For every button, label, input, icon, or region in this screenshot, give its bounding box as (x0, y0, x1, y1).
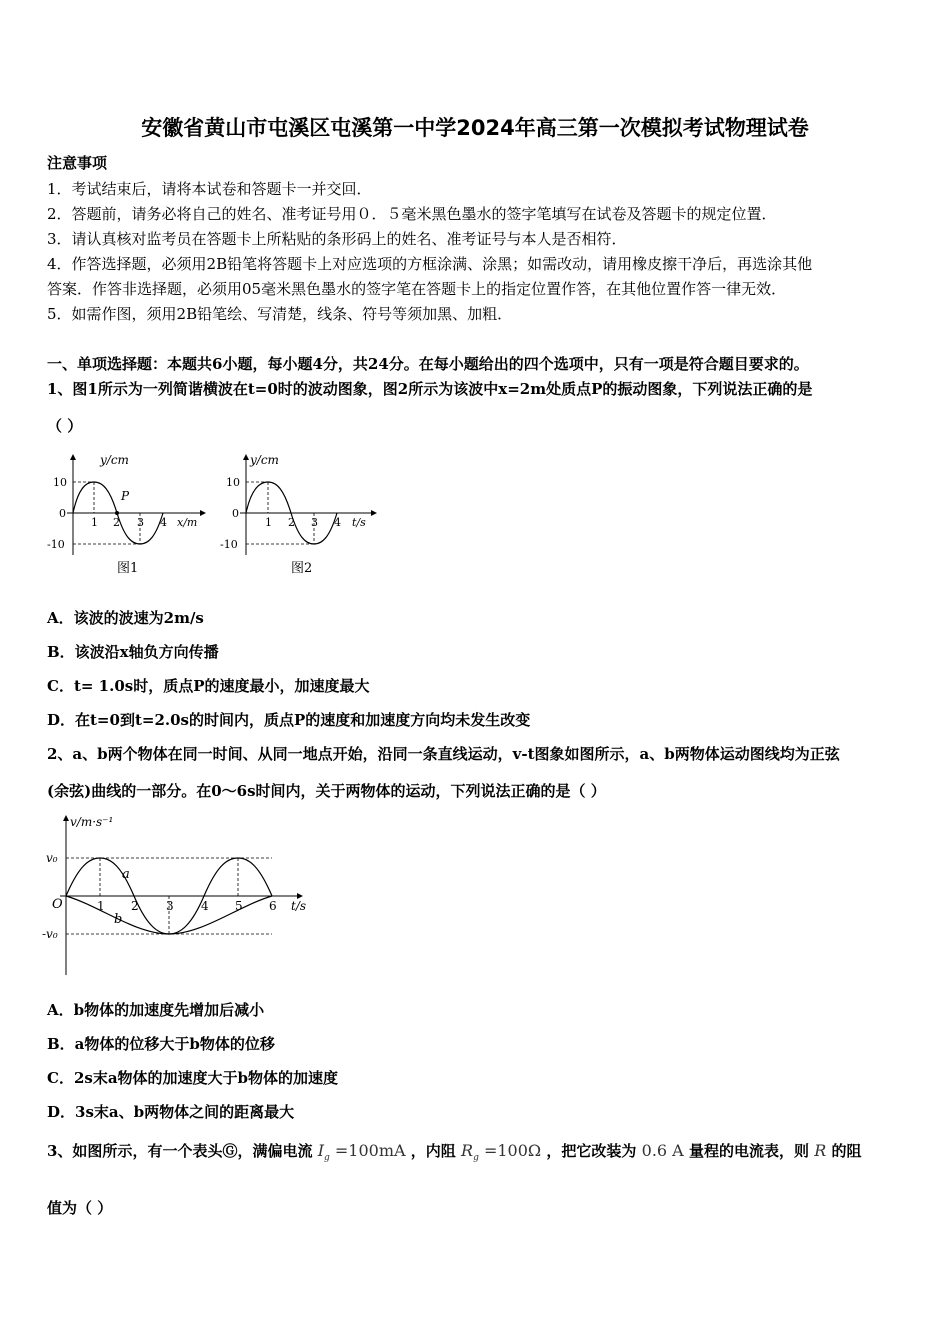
vt-xtick: 6 (269, 899, 277, 913)
vt-xtick: 3 (166, 899, 174, 913)
vt-curve-b-label: b (114, 912, 123, 927)
q3-ig-symbol: I (317, 1141, 325, 1160)
question-1-bracket: （ ） (47, 417, 83, 435)
notice-item: 4．作答选择题，必须用2B铅笔将答题卡上对应选项的方框涂满、涂黑；如需改动，请用橡皮擦干净后，再选涂其他 (47, 255, 813, 273)
page-title: 安徽省黄山市屯溪区屯溪第一中学2024年高三第一次模拟考试物理试卷 (141, 116, 809, 140)
figure-1-wave-graph (45, 450, 215, 580)
question-1-stem: 1、图1所示为一列简谐横波在t=0时的波动图象，图2所示为该波中x=2m处质点P的振动图象，下列说法正确的是 (47, 380, 813, 398)
question-3-stem (47, 1140, 907, 1163)
vt-v0-label: v₀ (46, 851, 58, 865)
fig1-ytick: 10 (53, 476, 67, 489)
fig1-xtick: 2 (113, 516, 120, 529)
fig2-xtick: 1 (265, 516, 272, 529)
q2-option-d: D．3s末a、b两物体之间的距离最大 (47, 1103, 295, 1121)
fig2-xlabel: t/s (352, 516, 366, 529)
q3-text: 的阻 (831, 1142, 862, 1160)
notice-item: 5．如需作图，须用2B铅笔绘、写清楚，线条、符号等须加黑、加粗． (47, 305, 513, 323)
notice-item: 3．请认真核对监考员在答题卡上所粘贴的条形码上的姓名、准考证号与本人是否相符． (47, 230, 627, 248)
q2-option-b: B．a物体的位移大于b物体的位移 (47, 1035, 275, 1053)
fig1-point-p (115, 511, 119, 515)
fig1-ytick: 0 (59, 507, 66, 520)
fig2-ylabel: y/cm (250, 453, 279, 467)
fig1-ylabel: y/cm (100, 453, 129, 467)
fig1-xtick: 4 (160, 516, 167, 529)
fig2-ytick: 0 (232, 507, 239, 520)
fig1-xtick: 1 (91, 516, 98, 529)
fig2-ytick: 10 (226, 476, 240, 489)
q1-option-b: B．该波沿x轴负方向传播 (47, 643, 219, 661)
q3-rg-symbol: R (461, 1141, 474, 1160)
notice-item: 1．考试结束后，请将本试卷和答题卡一并交回． (47, 180, 372, 198)
question-2-stem-cont: (余弦)曲线的一部分。在0～6s时间内，关于两物体的运动，下列说法正确的是（ ） (47, 782, 606, 800)
q3-text: 量程的电流表，则 (688, 1142, 809, 1160)
q3-range: 0.6 A (641, 1141, 684, 1160)
vt-xtick: 4 (201, 899, 209, 913)
figure-2-vibration-graph (218, 450, 388, 580)
figure-vt-graph (40, 810, 320, 980)
vt-xtick: 1 (97, 899, 105, 913)
q1-option-c: C．t= 1.0s时，质点P的速度最小，加速度最大 (47, 677, 370, 695)
fig1-point-label: P (121, 489, 130, 503)
q3-r-symbol: R (814, 1141, 827, 1160)
fig2-caption: 图2 (291, 561, 313, 576)
q3-text: 3、如图所示，有一个表头Ⓖ，满偏电流 (47, 1142, 313, 1160)
q2-option-a: A．b物体的加速度先增加后减小 (47, 1001, 265, 1019)
fig1-xlabel: x/m (177, 516, 198, 529)
q3-rg-formula (461, 1141, 542, 1163)
fig1-xtick: 3 (137, 516, 144, 529)
fig1-ytick: -10 (47, 538, 65, 551)
section-heading: 一、单项选择题：本题共6小题，每小题4分，共24分。在每小题给出的四个选项中，只有一项是符合题目要求的。 (47, 355, 809, 373)
vt-xlabel: t/s (291, 899, 307, 913)
notice-item: 答案．作答非选择题，必须用05毫米黑色墨水的签字笔在答题卡上的指定位置作答，在其他位置作答一律无效． (47, 280, 787, 298)
q3-text: ，把它改装为 (546, 1142, 637, 1160)
q3-ig-formula (317, 1141, 406, 1163)
notice-item: 2．答题前，请务必将自己的姓名、准考证号用０．５毫米黑色墨水的签字笔填写在试卷及答题卡的规定位置． (47, 205, 777, 223)
question-3-stem-cont: 值为（ ） (47, 1199, 113, 1217)
fig1-caption: 图1 (117, 561, 139, 576)
notice-heading: 注意事项 (47, 154, 108, 172)
q1-option-a: A．该波的波速为2m/s (47, 609, 204, 627)
q3-rg-subscript: g (473, 1153, 479, 1163)
vt-xtick: 5 (235, 899, 243, 913)
fig2-xtick: 3 (311, 516, 318, 529)
fig2-xtick: 4 (334, 516, 341, 529)
q1-option-d: D．在t=0到t=2.0s的时间内，质点P的速度和加速度方向均未发生改变 (47, 711, 531, 729)
vt-ylabel: v/m·s⁻¹ (70, 815, 114, 829)
vt-origin: O (52, 897, 63, 912)
q3-text: ，内阻 (410, 1142, 456, 1160)
fig2-xtick: 2 (288, 516, 295, 529)
vt-xtick: 2 (131, 899, 139, 913)
vt-curve-a-label: a (122, 867, 130, 882)
q2-option-c: C．2s末a物体的加速度大于b物体的加速度 (47, 1069, 339, 1087)
q3-ig-subscript: g (324, 1153, 330, 1163)
fig2-ytick: -10 (220, 538, 238, 551)
q3-ig-value: =100mA (334, 1141, 406, 1160)
vt-neg-v0-label: -v₀ (42, 927, 58, 941)
q3-rg-value: =100Ω (483, 1141, 542, 1160)
question-2-stem: 2、a、b两个物体在同一时间、从同一地点开始，沿同一条直线运动，v-t图象如图所示，a、b两物体运动图线均为正弦 (47, 745, 840, 763)
